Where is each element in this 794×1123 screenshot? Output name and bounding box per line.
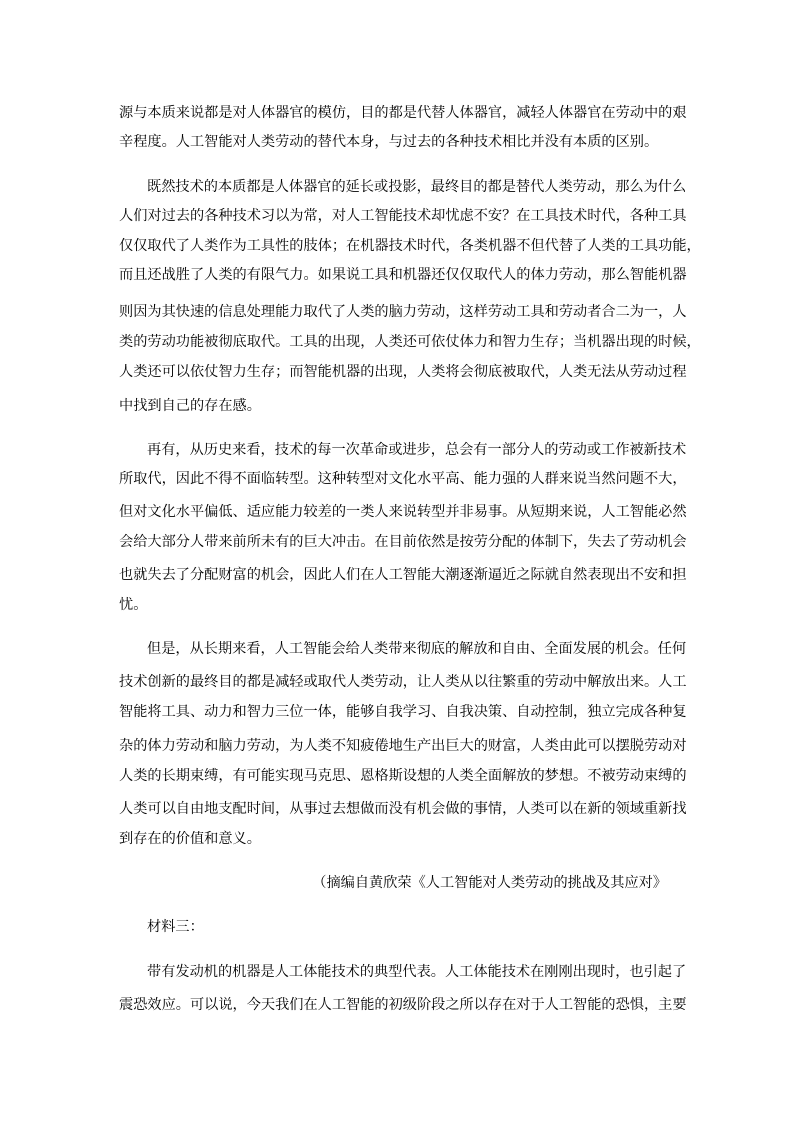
paragraph-line: 源与本质来说都是对人体器官的模仿，目的都是代替人体器官，减轻人体器官在劳动中的艰 bbox=[119, 105, 687, 121]
paragraph-line: 智能将工具、动力和智力三位一体，能够自我学习、自我决策、自动控制，独立完成各种复 bbox=[119, 704, 687, 720]
paragraph-line: 忧。 bbox=[119, 597, 148, 613]
paragraph-line: 辛程度。人工智能对人类劳动的替代本身，与过去的各种技术相比并没有本质的区别。 bbox=[119, 134, 659, 150]
paragraph-line: 人们对过去的各种技术习以为常，对人工智能技术却忧虑不安？在工具技术时代，各种工具 bbox=[119, 208, 687, 224]
paragraph-line: 到存在的价值和意义。 bbox=[119, 831, 261, 847]
paragraph-line: 而且还战胜了人类的有限气力。如果说工具和机器还仅仅取代人的体力劳动，那么智能机器 bbox=[119, 267, 687, 283]
paragraph-line: 震恐效应。可以说，今天我们在人工智能的初级阶段之所以存在对于人工智能的恐惧，主要 bbox=[119, 997, 687, 1013]
paragraph-line: 仅仅取代了人类作为工具性的肢体；在机器技术时代，各类机器不但代替了人类的工具功能， bbox=[119, 238, 701, 254]
paragraph-line: 但对文化水平偏低、适应能力较差的一类人来说转型并非易事。从短期来说，人工智能必然 bbox=[119, 504, 687, 520]
paragraph-line: 既然技术的本质都是人体器官的延长或投影，最终目的都是替代人类劳动，那么为什么 bbox=[147, 179, 687, 195]
paragraph-line: 所取代，因此不得不面临转型。这种转型对文化水平高、能力强的人群来说当然问题不大， bbox=[119, 471, 687, 487]
paragraph-line: 人类的长期束缚，有可能实现马克思、恩格斯设想的人类全面解放的梦想。不被劳动束缚的 bbox=[119, 768, 687, 784]
paragraph-line: 会给大部分人带来前所未有的巨大冲击。在目前依然是按劳分配的体制下，失去了劳动机会 bbox=[119, 534, 687, 550]
paragraph-line: 但是，从长期来看，人工智能会给人类带来彻底的解放和自由、全面发展的机会。任何 bbox=[147, 641, 687, 657]
paragraph-line: 人类可以自由地支配时间，从事过去想做而没有机会做的事情，人类可以在新的领域重新找 bbox=[119, 801, 687, 817]
paragraph-line: 则因为其快速的信息处理能力取代了人类的脑力劳动，这样劳动工具和劳动者合二为一，人 bbox=[119, 304, 687, 320]
paragraph-line: 类的劳动功能被彻底取代。工具的出现，人类还可依仗体力和智力生存；当机器出现的时候， bbox=[119, 334, 701, 350]
section-label: 材料三： bbox=[147, 919, 204, 935]
paragraph-line: 杂的体力劳动和脑力劳动，为人类不知疲倦地生产出巨大的财富，人类由此可以摆脱劳动对 bbox=[119, 738, 687, 754]
paragraph-line: 中找到自己的存在感。 bbox=[119, 398, 261, 414]
paragraph-line: 也就失去了分配财富的机会，因此人们在人工智能大潮逐渐逼近之际就自然表现出不安和担 bbox=[119, 567, 687, 583]
paragraph-line: 技术创新的最终目的都是减轻或取代人类劳动，让人类从以往繁重的劳动中解放出来。人工 bbox=[119, 674, 687, 690]
source-attribution: （摘编自黄欣荣《人工智能对人类劳动的挑战及其应对》 bbox=[312, 875, 667, 891]
paragraph-line: 人类还可以依仗智力生存；而智能机器的出现，人类将会彻底被取代，人类无法从劳动过程 bbox=[119, 364, 687, 380]
paragraph-line: 再有，从历史来看，技术的每一次革命或进步，总会有一部分人的劳动或工作被新技术 bbox=[147, 442, 687, 458]
paragraph-line: 带有发动机的机器是人工体能技术的典型代表。人工体能技术在刚刚出现时，也引起了 bbox=[147, 964, 687, 980]
